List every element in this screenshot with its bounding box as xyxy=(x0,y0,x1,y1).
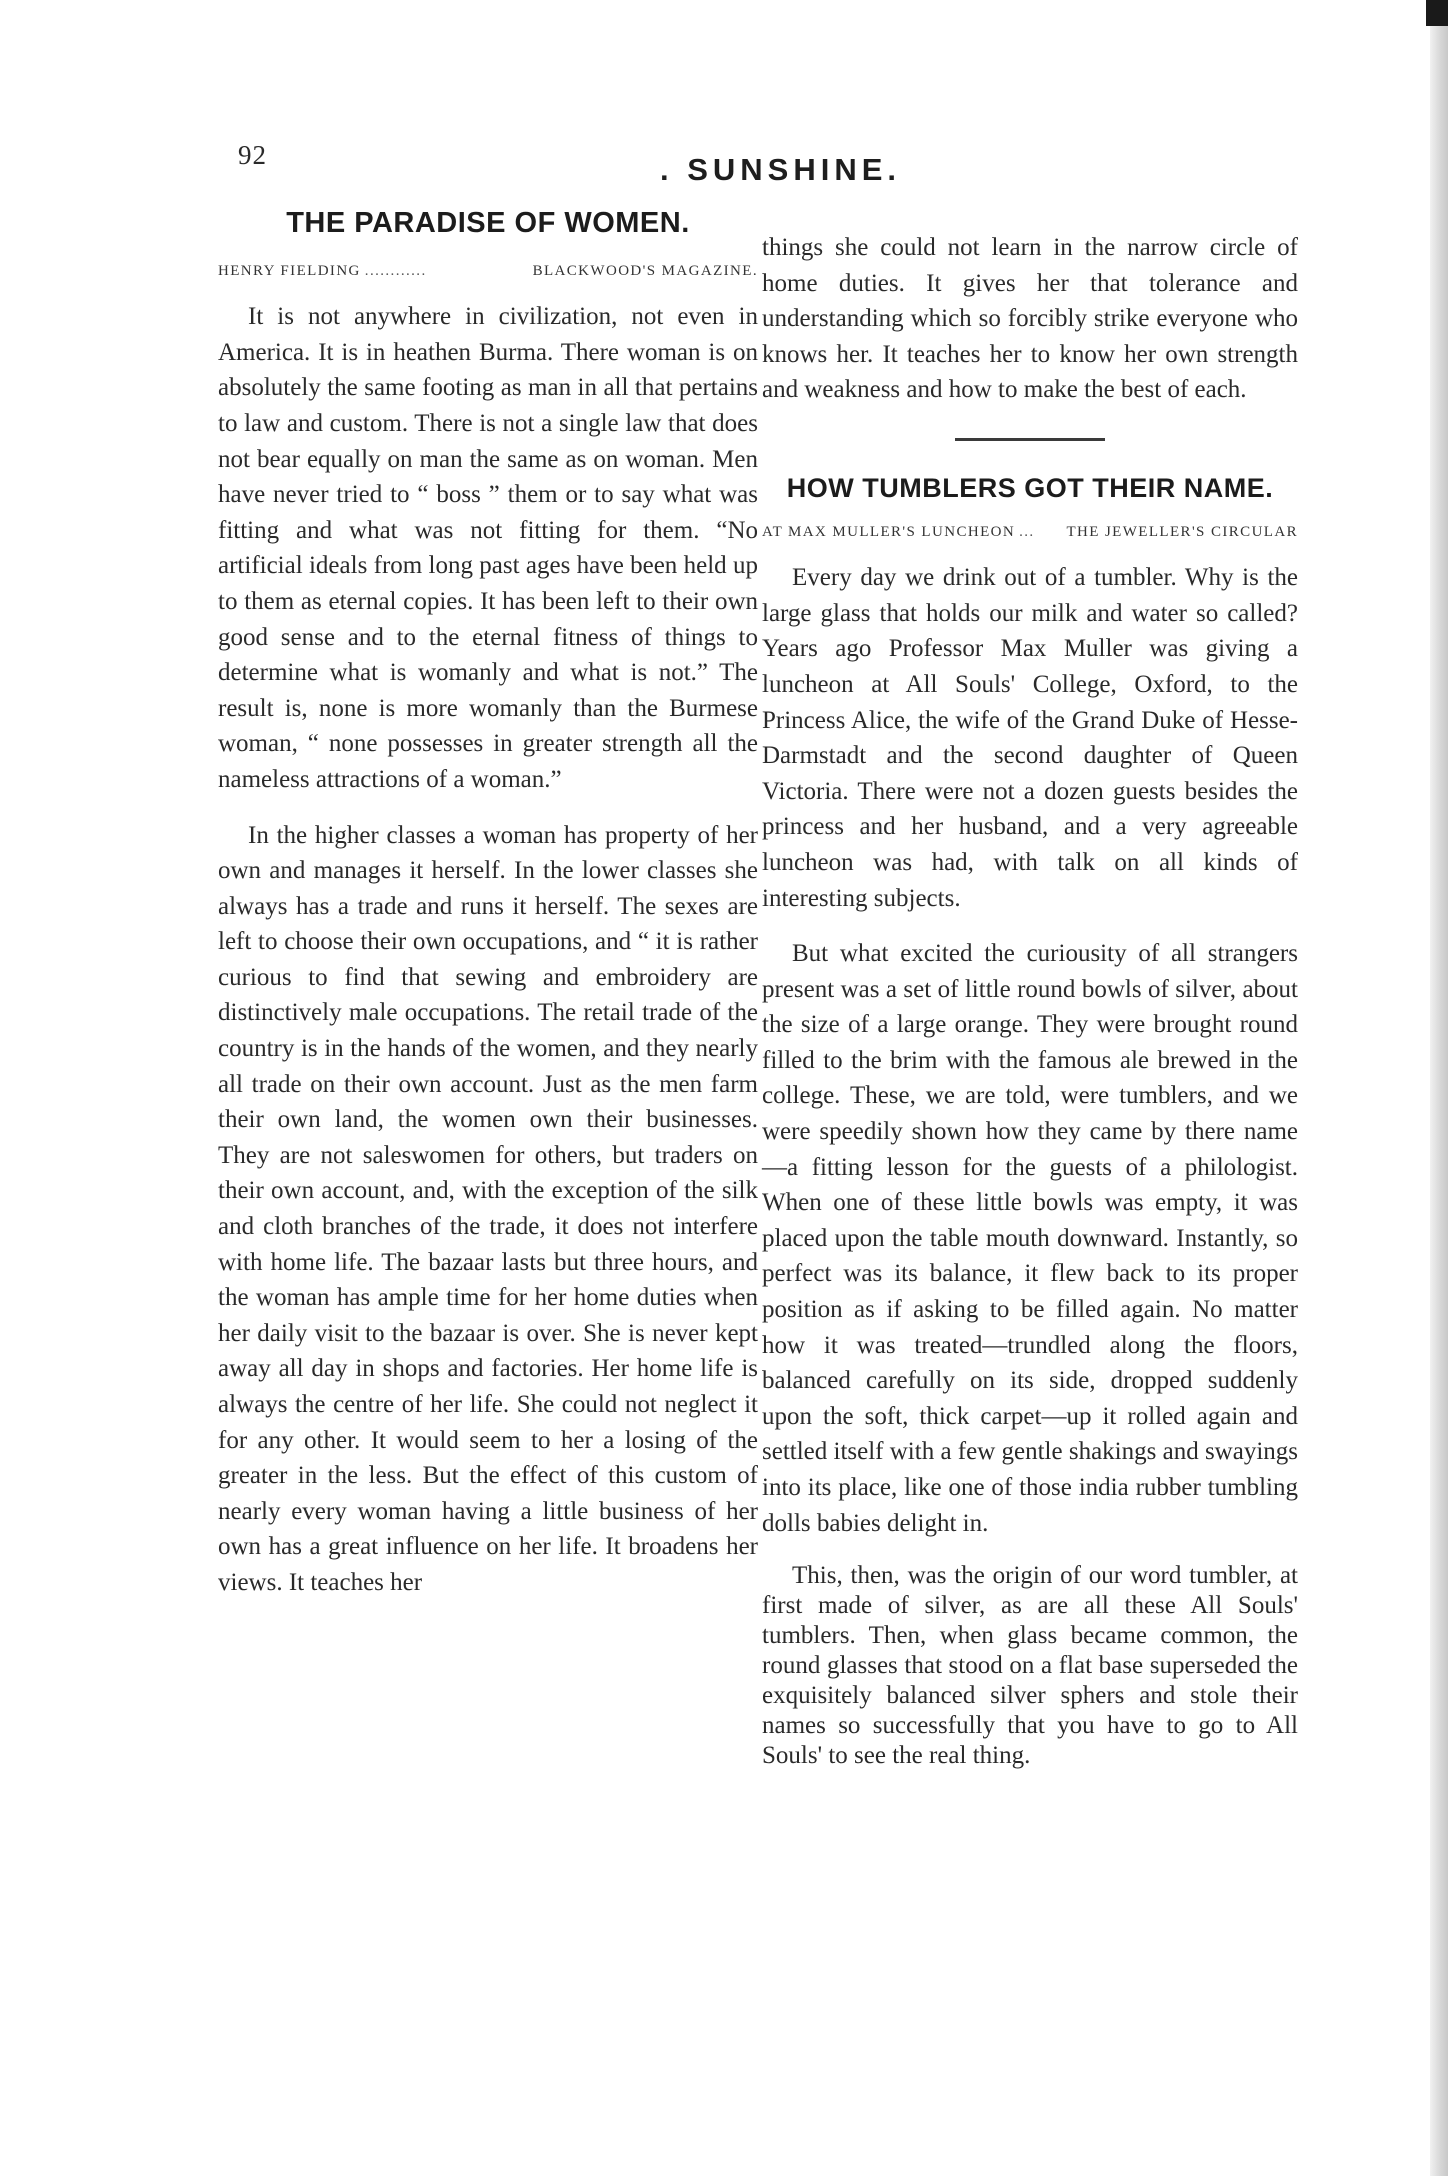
article-paragraph: Every day we drink out of a tumbler. Why is the large glass that holds our milk and water so called? Years ago Professor Max Muller was giving a luncheon at All Souls' College, Oxford, to the Princess Alice, the wife of the Grand Duke of Hesse-Darmstadt and the second daughter of Queen Victoria. There were not a dozen guests besides the princess and her husband, and a very agreeable luncheon was had, with talk on all kinds of interesting subjects. xyxy=(762,564,1298,912)
article-paragraph-continued: things she could not learn in the narrow circle of home duties. It gives her that tolerance and understanding which so forcibly strike everyone who knows her. It teaches her to know her own strength and weakness and how to make the best of each. xyxy=(762,234,1298,404)
article-title-tumblers: HOW TUMBLERS GOT THEIR NAME. xyxy=(786,472,1274,503)
article-title-paradise: THE PARADISE OF WOMEN. xyxy=(286,207,690,239)
byline-source: THE JEWELLER'S CIRCULAR xyxy=(1066,523,1298,540)
byline-author: HENRY FIELDING xyxy=(218,262,361,279)
article-paragraph: But what excited the curiousity of all strangers present was a set of little round bowls of silver, about the size of a large orange. They were brought round filled to the brim with the famous ale brewed in the college. These, we are told, were tumblers, and we were speedily shown how they came by there name—a fitting lesson for the guests of a philologist. When one of these little bowls was empty, it was placed upon the table mouth downward. Instantly, so perfect was its balance, it flew back to its proper position as if asking to be filled again. No matter how it was treated—trundled along the floors, balanced carefully on its side, dropped suddenly upon the soft, thick carpet—up it rolled again and settled itself with a few gentle shakings and swayings into its place, like one of those india rubber tumbling dolls babies delight in. xyxy=(762,940,1298,1537)
right-column xyxy=(762,230,1298,1791)
article-paragraph: It is not anywhere in civilization, not even in America. It is in heathen Burma. There woman is on absolutely the same footing as man in all that pertains to law and custom. There is not a single law that does not bear equally on man the same as on woman. Men have never tried to “ boss ” them or to say what was fitting and what was not fitting for them. “No artificial ideals from long past ages have been held up to them as eternal copies. It has been left to their own good sense and to the eternal fitness of things to determine what is womanly and what is not.” The result is, none is more womanly than the Burmese woman, “ none possesses in greater strength all the nameless attractions of a woman.” xyxy=(218,303,758,793)
article-paragraph: This, then, was the origin of our word tumbler, at first made of silver, as are all these All Souls' tumblers. Then, when glass became common, the round glasses that stood on a flat base superseded the exquisitely balanced silver sphers and stole their names so successfully that you have to go to All Souls' to see the real thing. xyxy=(762,1562,1298,1770)
article-paragraph: In the higher classes a woman has property of her own and manages it herself. In the lower classes she always has a trade and runs it herself. The sexes are left to choose their own occupations, and “ it is rather curious to find that sewing and embroidery are distinctively male occupations. The retail trade of the country is in the hands of the women, and they nearly all trade on their own account. Just as the men farm their own land, the women own their businesses. They are not saleswomen for others, but traders on their own account, and, with the exception of the silk and cloth branches of the trade, it does not interfere with home life. The bazaar lasts but three hours, and the woman has ample time for her home duties when her daily visit to the bazaar is over. She is never kept away all day in shops and factories. Her home life is always the centre of her life. She could not neglect it for any other. It would seem to her a losing of the greater in the less. But the effect of this custom of nearly every woman having a little business of her own has a great influence on her life. It broadens her views. It teaches her xyxy=(218,821,758,1596)
left-column xyxy=(218,206,758,1621)
byline-source: BLACKWOOD'S MAGAZINE. xyxy=(532,262,758,279)
article-byline-paradise xyxy=(218,254,758,290)
byline-author: AT MAX MULLER'S LUNCHEON xyxy=(762,523,1016,540)
byline-leader: ... xyxy=(1019,523,1035,540)
running-title: . SUNSHINE. xyxy=(660,152,902,187)
scan-corner-mark xyxy=(1426,0,1448,26)
article-byline-tumblers xyxy=(762,515,1298,551)
page-number: 92 xyxy=(238,140,267,170)
page-edge-shadow xyxy=(1430,0,1448,2176)
article-divider xyxy=(955,438,1105,441)
byline-leader: ............ xyxy=(364,262,427,279)
